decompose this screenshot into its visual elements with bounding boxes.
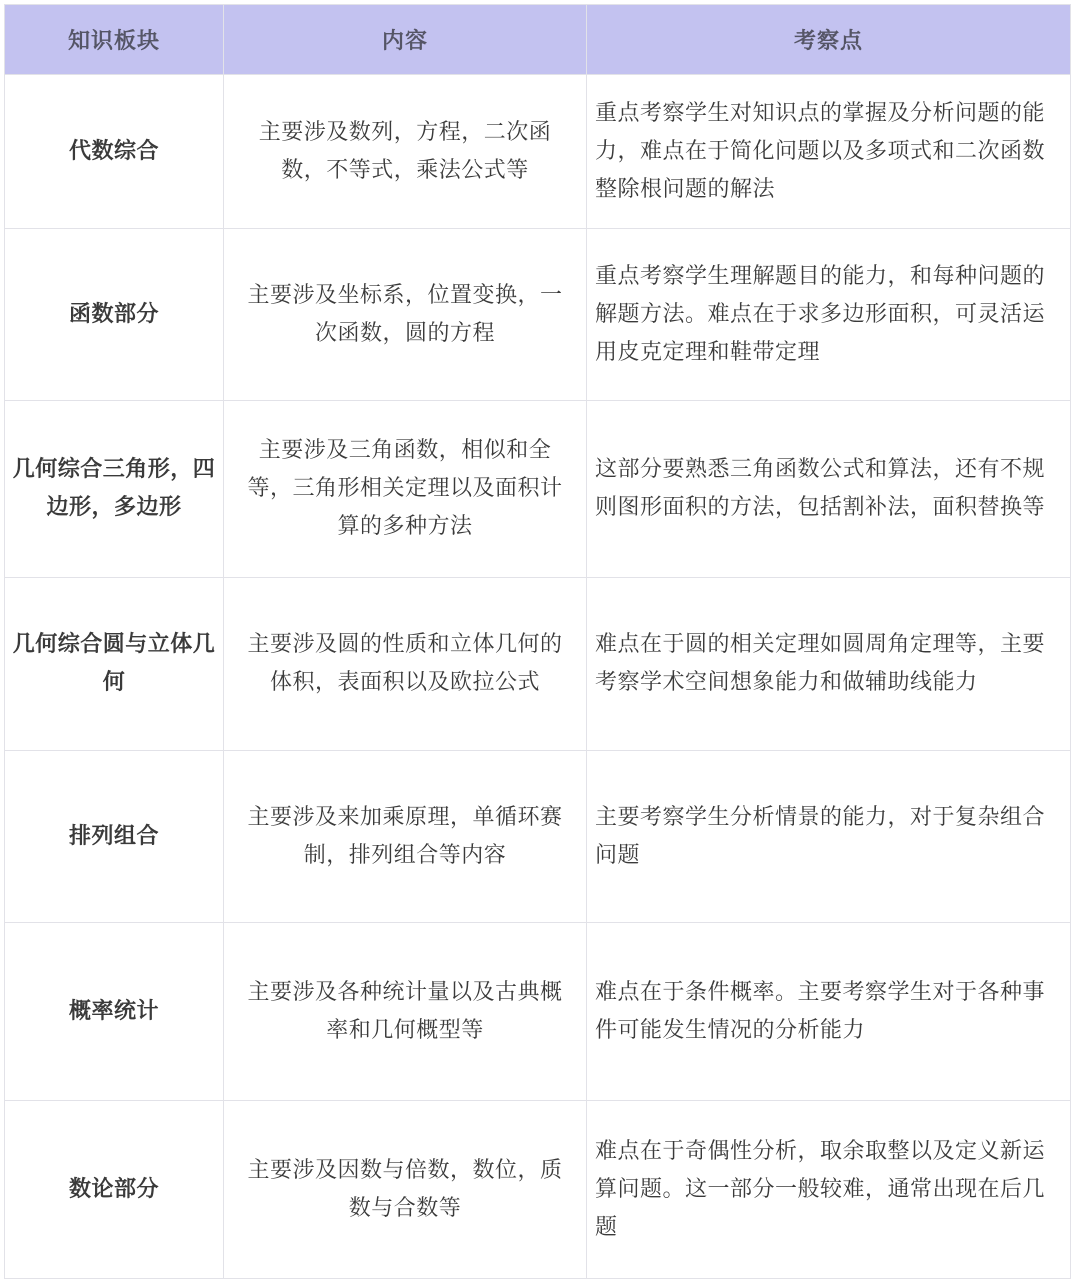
table-row [5, 751, 1071, 923]
content-cell: 主要涉及坐标系，位置变换，一次函数，圆的方程 [224, 229, 587, 401]
content-cell: 主要涉及三角函数，相似和全等，三角形相关定理以及面积计算的多种方法 [224, 401, 587, 578]
content-cell: 主要涉及因数与倍数，数位，质数与合数等 [224, 1101, 587, 1279]
content-cell: 主要涉及来加乘原理，单循环赛制，排列组合等内容 [224, 751, 587, 923]
header-exam-points: 考察点 [587, 5, 1071, 75]
topic-cell: 排列组合 [5, 751, 224, 923]
table-row [5, 75, 1071, 229]
exam-points-cell: 这部分要熟悉三角函数公式和算法，还有不规则图形面积的方法，包括割补法，面积替换等 [587, 401, 1071, 578]
table-row [5, 229, 1071, 401]
table-row [5, 1101, 1071, 1279]
table-body [5, 75, 1071, 1279]
content-cell: 主要涉及圆的性质和立体几何的体积，表面积以及欧拉公式 [224, 578, 587, 751]
topic-cell: 几何综合圆与立体几何 [5, 578, 224, 751]
exam-points-cell: 难点在于圆的相关定理如圆周角定理等，主要考察学术空间想象能力和做辅助线能力 [587, 578, 1071, 751]
content-cell: 主要涉及各种统计量以及古典概率和几何概型等 [224, 923, 587, 1101]
topic-cell: 概率统计 [5, 923, 224, 1101]
table-header [5, 5, 1071, 75]
table-row [5, 923, 1071, 1101]
exam-points-cell: 难点在于条件概率。主要考察学生对于各种事件可能发生情况的分析能力 [587, 923, 1071, 1101]
exam-points-cell: 难点在于奇偶性分析，取余取整以及定义新运算问题。这一部分一般较难，通常出现在后几题 [587, 1101, 1071, 1279]
header-topic: 知识板块 [5, 5, 224, 75]
topic-cell: 函数部分 [5, 229, 224, 401]
header-row [5, 5, 1071, 75]
content-cell: 主要涉及数列，方程，二次函数，不等式，乘法公式等 [224, 75, 587, 229]
header-content: 内容 [224, 5, 587, 75]
table-row [5, 401, 1071, 578]
exam-points-cell: 主要考察学生分析情景的能力，对于复杂组合问题 [587, 751, 1071, 923]
topic-cell: 几何综合三角形，四边形，多边形 [5, 401, 224, 578]
exam-points-cell: 重点考察学生对知识点的掌握及分析问题的能力，难点在于简化问题以及多项式和二次函数整除根问题的解法 [587, 75, 1071, 229]
table-row [5, 578, 1071, 751]
exam-points-cell: 重点考察学生理解题目的能力，和每种问题的解题方法。难点在于求多边形面积，可灵活运用皮克定理和鞋带定理 [587, 229, 1071, 401]
knowledge-table [4, 4, 1071, 1279]
topic-cell: 代数综合 [5, 75, 224, 229]
topic-cell: 数论部分 [5, 1101, 224, 1279]
